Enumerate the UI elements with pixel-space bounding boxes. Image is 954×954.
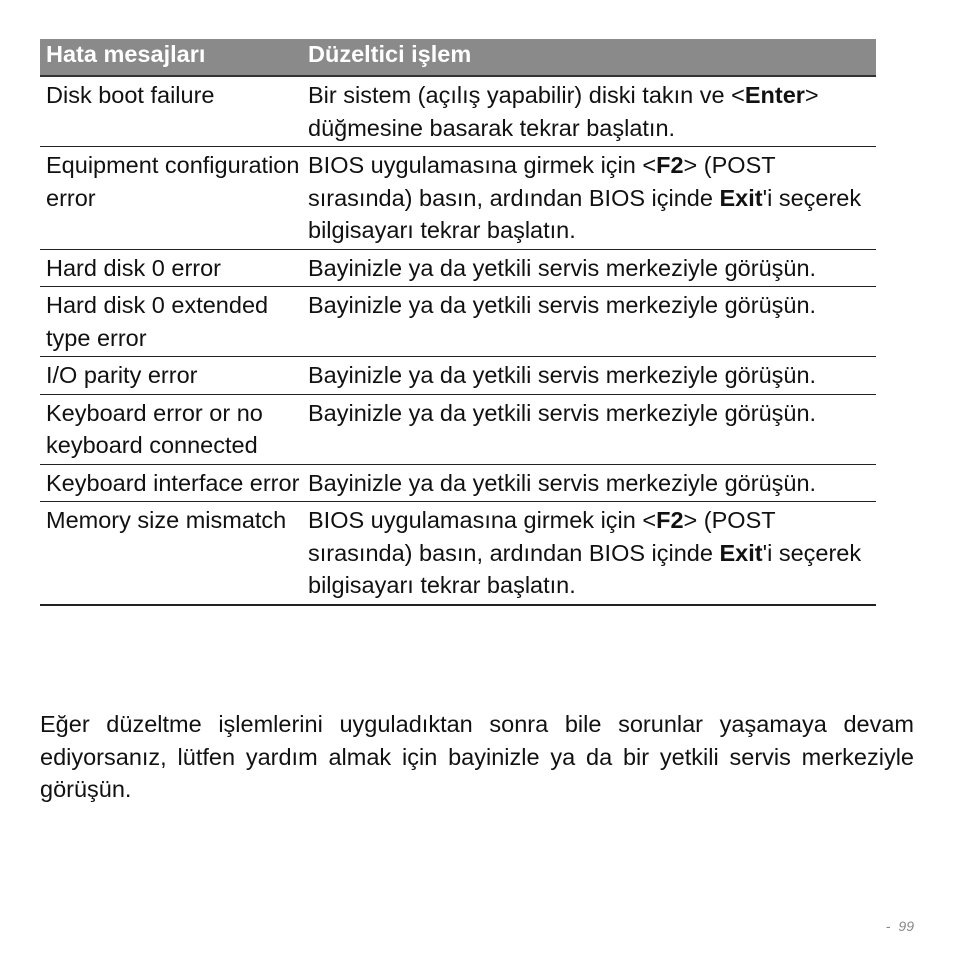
key-name: Exit [719,539,763,566]
table-body [40,76,876,605]
table-row [40,502,876,605]
key-name: Enter [744,82,805,108]
table-row [40,287,876,357]
error-message-cell: Memory size mismatch [40,502,302,605]
action-text: Bayinizle ya da yetkili servis merkeziyle görüşün. [308,254,817,281]
corrective-action-cell [302,357,876,395]
header-corrective-action: Düzeltici işlem [302,39,876,76]
corrective-action-cell [302,394,876,464]
table-header-row [40,39,876,76]
action-text: > düğmesine basarak tekrar başlatın. [308,82,819,141]
page-number-dash: - [885,918,891,934]
action-text: Bayinizle ya da yetkili servis merkeziyle görüşün. [308,292,817,318]
error-message-cell: Disk boot failure [40,76,302,147]
error-message-cell: Keyboard interface error [40,464,302,502]
table-row [40,357,876,395]
action-text: Bayinizle ya da yetkili servis merkeziyle görüşün. [308,469,817,496]
corrective-action-cell [302,464,876,502]
action-text: Bayinizle ya da yetkili servis merkeziyle görüşün. [308,362,817,388]
action-text: 'i seçerek bilgisayarı tekrar başlatın. [308,184,862,243]
table-row [40,394,876,464]
key-name: F2 [656,507,684,533]
action-text: > (POST sırasında) basın, ardından BIOS içinde [308,507,776,566]
table-row [40,76,876,147]
corrective-action-cell [302,502,876,605]
error-message-cell: Keyboard error or no keyboard connected [40,394,302,464]
corrective-action-cell [302,249,876,287]
page-number-value: 99 [898,918,914,934]
header-error-messages: Hata mesajları [40,39,302,76]
action-text: BIOS uygulamasına girmek için < [308,152,657,178]
action-text: Bayinizle ya da yetkili servis merkeziyle görüşün. [308,399,817,426]
table-row [40,249,876,287]
action-text: Bir sistem (açılış yapabilir) diski takın ve < [308,82,745,108]
corrective-action-cell [302,147,876,250]
corrective-action-cell [302,76,876,147]
key-name: F2 [656,152,684,178]
action-text: > (POST sırasında) basın, ardından BIOS içinde [308,152,776,211]
error-message-cell: Equipment configuration error [40,147,302,250]
key-name: Exit [719,184,763,211]
table-row [40,147,876,250]
table-row [40,464,876,502]
error-messages-table [40,39,876,606]
advice-paragraph: Eğer düzeltme işlemlerini uyguladıktan sonra bile sorunlar yaşamaya devam ediyorsanız, lütfen yardım almak için bayinizle ya da bir yetkili servis merkeziyle görüşün. [40,711,914,802]
action-text: 'i seçerek bilgisayarı tekrar başlatın. [308,539,862,598]
page-number [886,918,914,934]
error-message-cell: Hard disk 0 error [40,249,302,287]
corrective-action-cell [302,287,876,357]
error-message-cell: I/O parity error [40,357,302,395]
action-text: BIOS uygulamasına girmek için < [308,507,657,533]
error-message-cell: Hard disk 0 extended type error [40,287,302,357]
